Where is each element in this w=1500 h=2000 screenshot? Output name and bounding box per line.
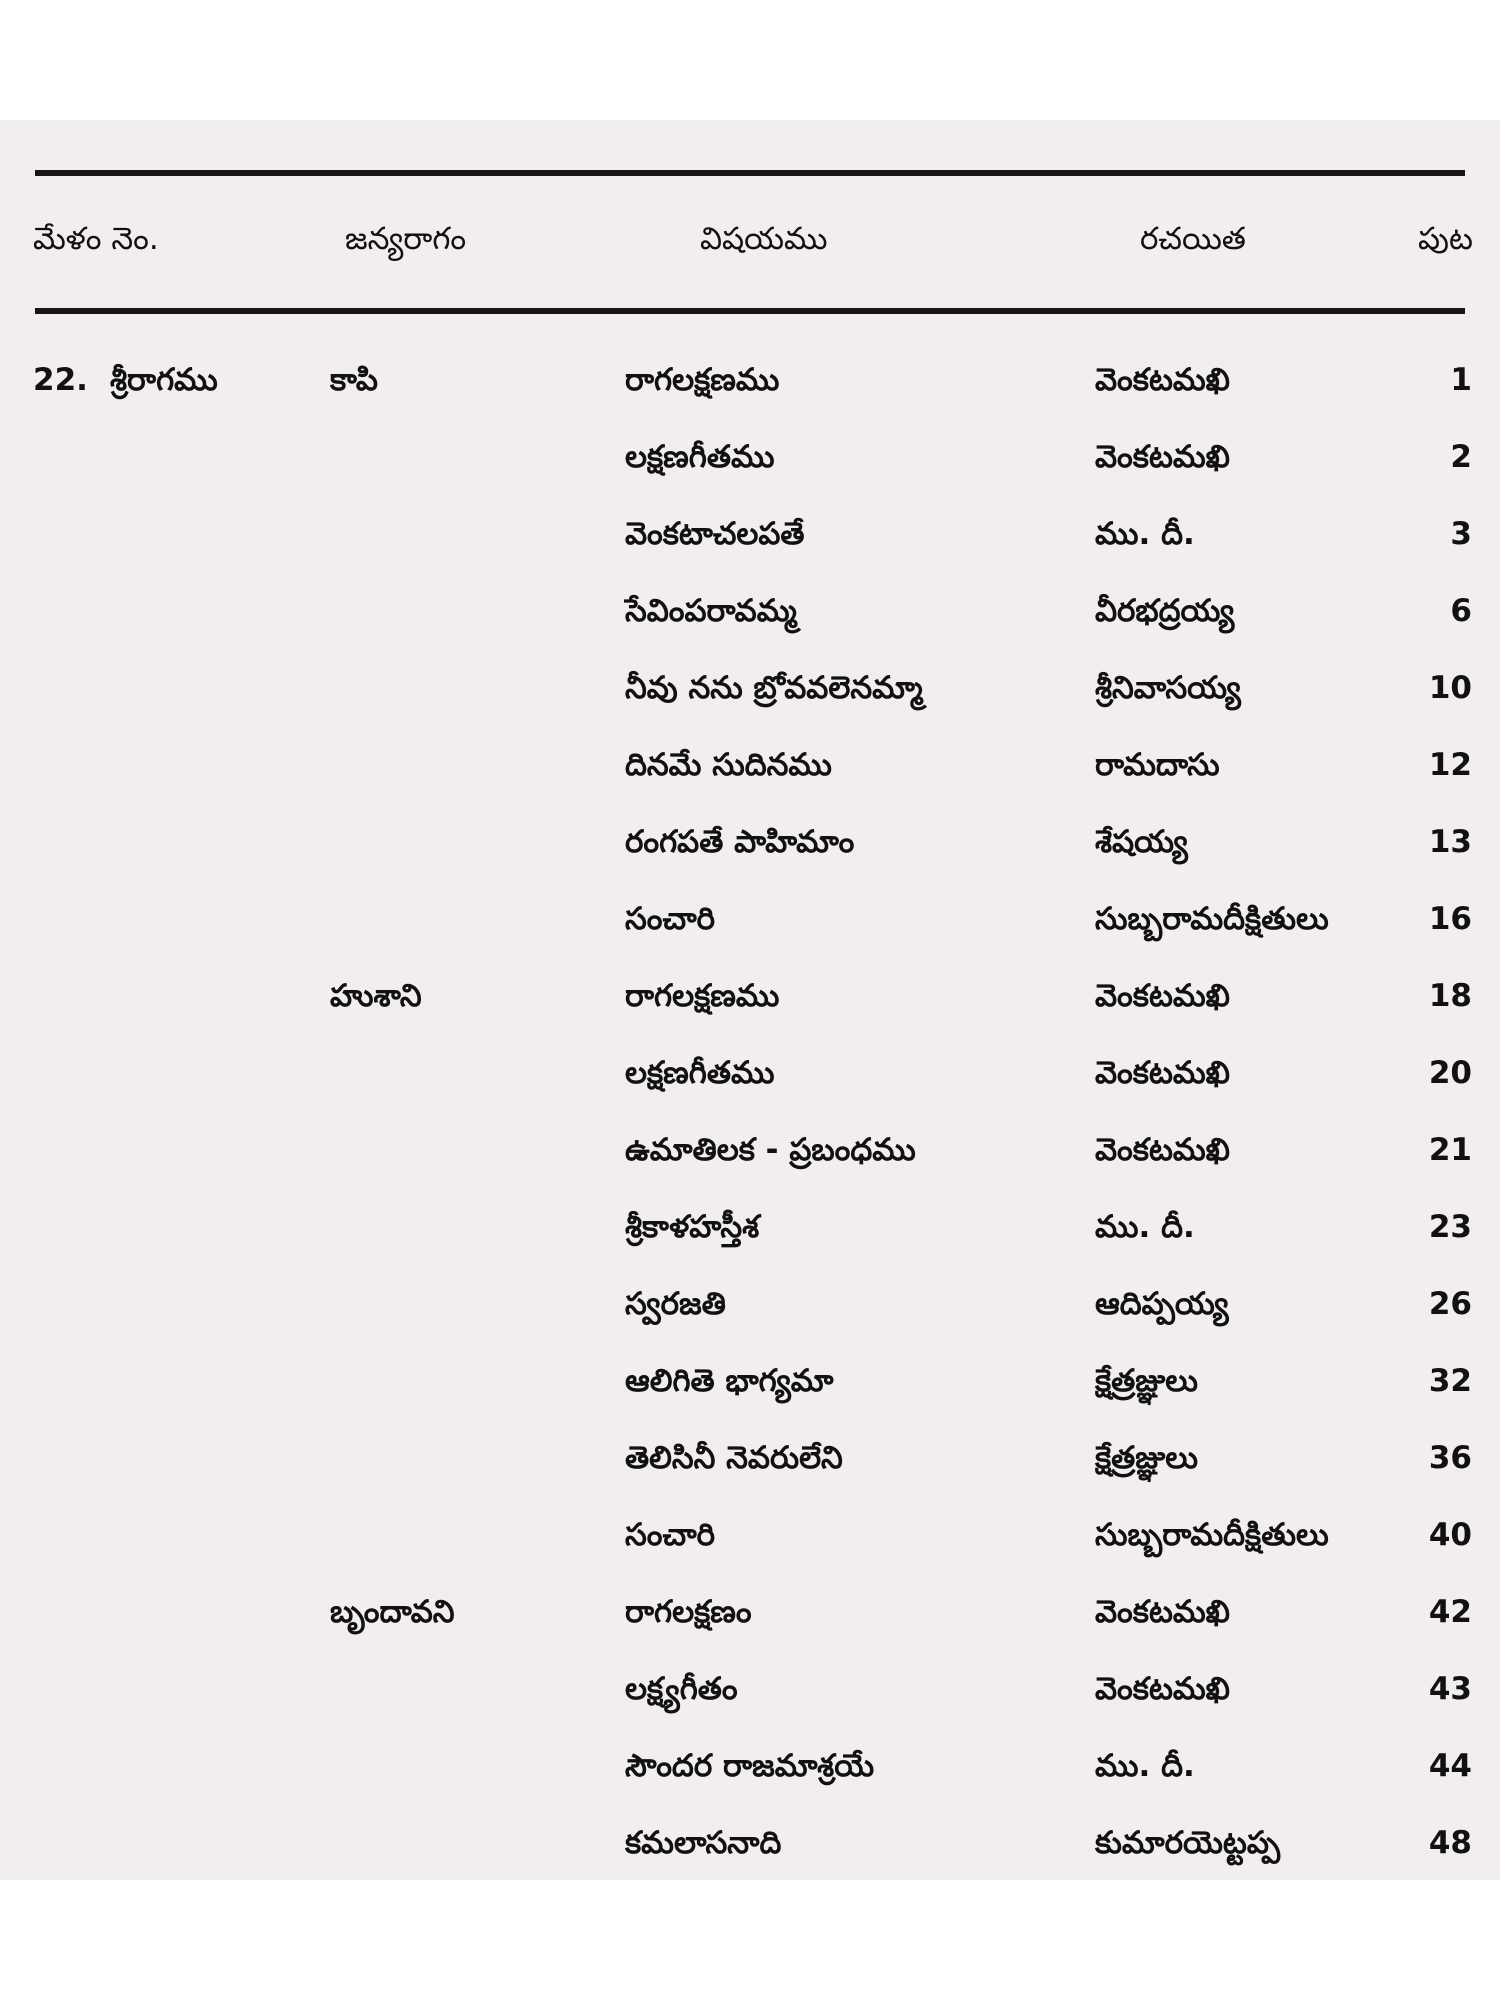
composition-title: ఆలిగితె భాగ్యమా [625,1363,834,1399]
composer-name: వెంకటమఖి [1095,1671,1230,1707]
composer-name: ము. దీ. [1095,516,1195,552]
table-row [0,978,1500,1031]
header-melam-no: మేళం నెం. [33,221,159,257]
page-number: 13 [1428,824,1472,860]
table-row [0,901,1500,954]
header-rachayita: రచయిత [1140,221,1246,257]
mela-raga: శ్రీరాగము [110,362,218,398]
composer-name: సుబ్బరామదీక్షితులు [1095,901,1329,937]
page-number: 26 [1428,1286,1472,1322]
page-number: 10 [1428,670,1472,706]
composition-title: శ్రీకాళహస్తీశ [625,1209,760,1245]
table-row [0,824,1500,877]
composition-title: లక్షణగీతము [625,439,775,475]
table-row [0,1132,1500,1185]
table-row [0,747,1500,800]
page-number: 40 [1428,1517,1472,1553]
composer-name: ము. దీ. [1095,1748,1195,1784]
composer-name: వెంకటమఖి [1095,1132,1230,1168]
table-row [0,1594,1500,1647]
composer-name: శేషయ్య [1095,824,1188,860]
table-row [0,1671,1500,1724]
composition-title: ఉమాతిలక - ప్రబంధము [625,1132,916,1168]
composition-title: సంచారి [625,901,716,937]
composition-title: రాగలక్షణము [625,362,780,398]
composition-title: వెంకటాచలపతే [625,516,805,552]
janya-raga: హుశాని [330,978,422,1014]
table-row [0,1517,1500,1570]
composer-name: వెంకటమఖి [1095,1055,1230,1091]
composer-name: వెంకటమఖి [1095,978,1230,1014]
table-row [0,1748,1500,1801]
composer-name: కుమారయెట్టప్ప [1095,1825,1281,1861]
page-number: 6 [1450,593,1472,629]
table-row [0,439,1500,492]
composer-name: ము. దీ. [1095,1209,1195,1245]
table-row [0,593,1500,646]
header-rule [35,308,1465,314]
page-number: 43 [1428,1671,1472,1707]
composer-name: శ్రీనివాసయ్య [1095,670,1241,706]
table-row [0,1286,1500,1339]
header-janya-ragam: జన్యరాగం [345,221,467,257]
composition-title: తెలిసినీ నెవరులేని [625,1440,843,1476]
page-number: 12 [1428,747,1472,783]
top-rule [35,170,1465,176]
composition-title: నీవు నను బ్రోవవలెనమ్మా [625,670,923,706]
janya-raga: కాపి [330,362,378,398]
table-row [0,362,1500,415]
composer-name: వెంకటమఖి [1095,439,1230,475]
composer-name: వెంకటమఖి [1095,362,1230,398]
composition-title: సంచారి [625,1517,716,1553]
page-number: 2 [1450,439,1472,475]
table-row [0,1055,1500,1108]
composition-title: రాగలక్షణం [625,1594,752,1630]
composer-name: వీరభద్రయ్య [1095,593,1235,629]
page-number: 23 [1428,1209,1472,1245]
table-row [0,670,1500,723]
janya-raga: బృందావని [330,1594,455,1630]
composer-name: వెంకటమఖి [1095,1594,1230,1630]
composer-name: రామదాసు [1095,747,1220,783]
composition-title: లక్షణగీతము [625,1055,775,1091]
page-number: 1 [1450,362,1472,398]
page-number: 21 [1428,1132,1472,1168]
composition-title: కమలాసనాది [625,1825,782,1861]
page-number: 20 [1428,1055,1472,1091]
page-number: 44 [1428,1748,1472,1784]
page-number: 16 [1428,901,1472,937]
composer-name: ఆదిప్పయ్య [1095,1286,1229,1322]
page-number: 32 [1428,1363,1472,1399]
page-number: 48 [1428,1825,1472,1861]
page-number: 42 [1428,1594,1472,1630]
composition-title: స్వరజతి [625,1286,726,1322]
header-vishayamu: విషయము [700,221,828,257]
composition-title: రంగపతే పాహిమాం [625,824,855,860]
table-row [0,1825,1500,1878]
composition-title: దినమే సుదినము [625,747,832,783]
page-number: 36 [1428,1440,1472,1476]
table-row [0,1363,1500,1416]
page-number: 3 [1450,516,1472,552]
composition-title: లక్ష్యగీతం [625,1671,738,1707]
table-row [0,1209,1500,1262]
composer-name: క్షేత్రజ్ఞులు [1095,1440,1199,1476]
row-number: 22. [33,362,88,398]
table-row [0,1440,1500,1493]
table-row [0,516,1500,569]
composer-name: క్షేత్రజ్ఞులు [1095,1363,1199,1399]
composition-title: రాగలక్షణము [625,978,780,1014]
composition-title: సేవింపరావమ్మ [625,593,797,629]
page-number: 18 [1428,978,1472,1014]
composition-title: సౌందర రాజమాశ్రయే [625,1748,875,1784]
header-puta: పుట [1418,221,1473,257]
composer-name: సుబ్బరామదీక్షితులు [1095,1517,1329,1553]
